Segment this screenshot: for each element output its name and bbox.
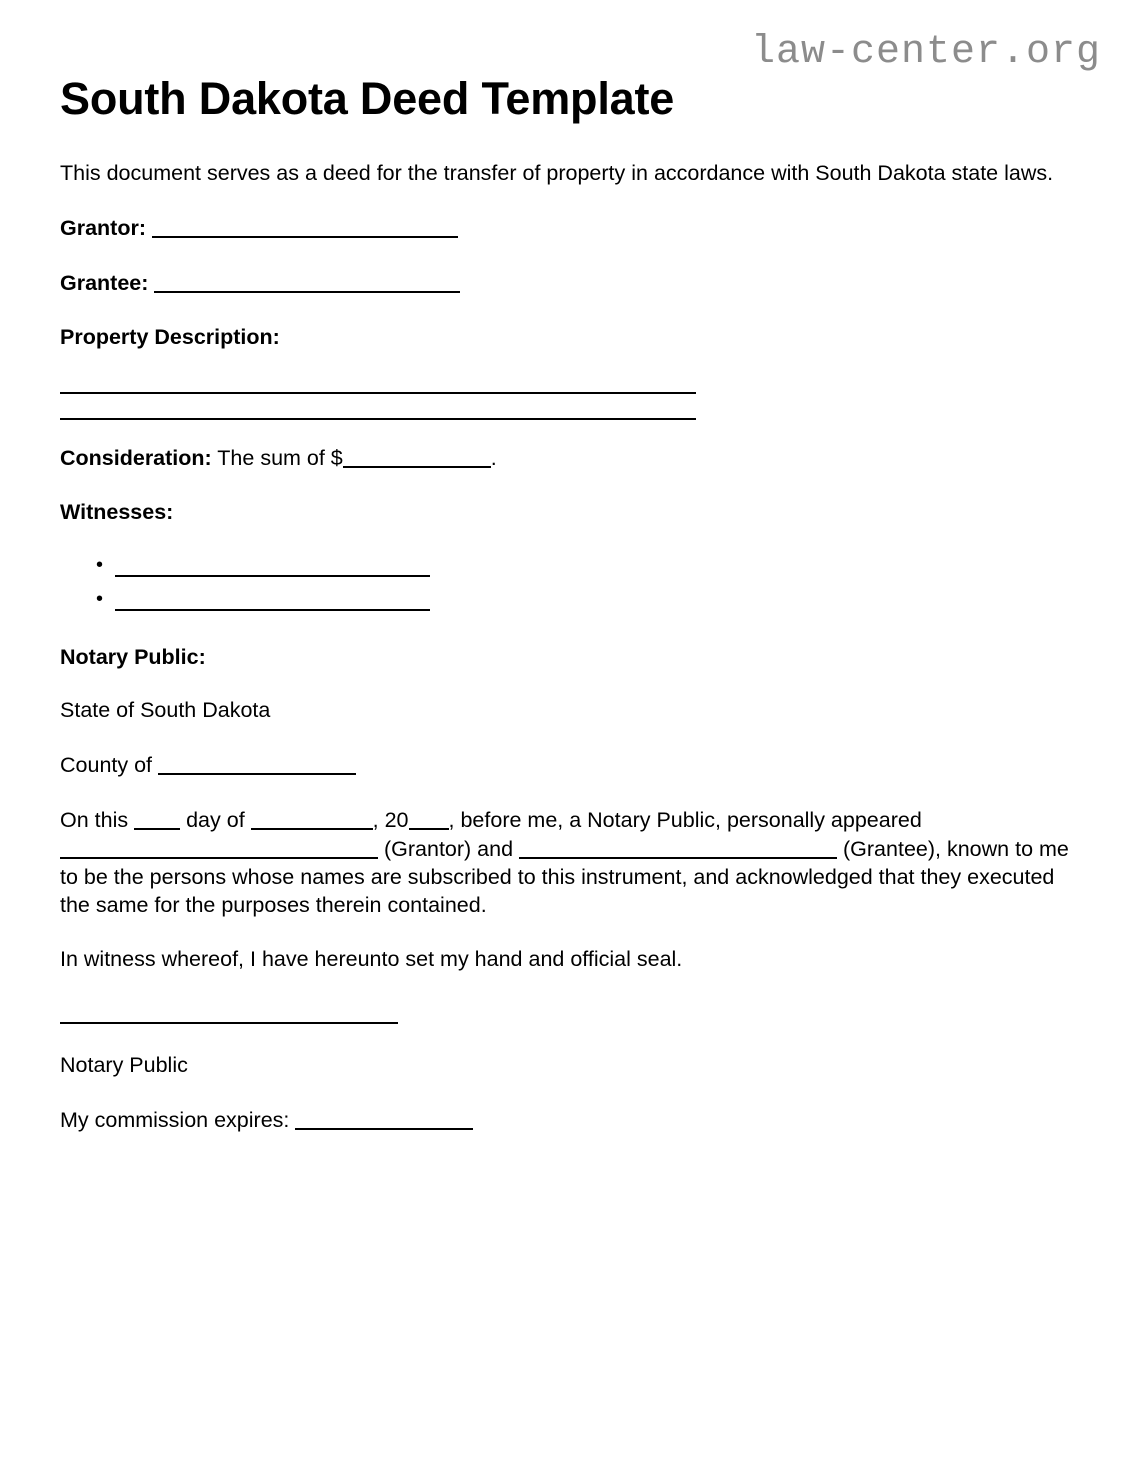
notary-part-3: , 20: [372, 808, 409, 833]
consideration-text-before: The sum of $: [217, 445, 343, 470]
watermark-law-center: law-center.org: [750, 30, 1101, 75]
notary-signature-line[interactable]: [60, 1022, 398, 1024]
property-description-line-2[interactable]: [60, 418, 696, 420]
grantor-field-row: [60, 214, 1070, 243]
notary-year-blank[interactable]: [409, 806, 449, 830]
consideration-row: [60, 444, 1070, 473]
notary-acknowledgment-paragraph: [60, 806, 1070, 920]
witness-1-blank[interactable]: [115, 553, 430, 577]
notary-grantee-name-blank[interactable]: [519, 835, 837, 859]
list-item: [60, 553, 1070, 582]
property-description-label: Property Description:: [60, 325, 280, 350]
witness-2-blank[interactable]: [115, 587, 430, 611]
grantee-label: Grantee:: [60, 271, 149, 296]
notary-public-heading: Notary Public:: [60, 644, 206, 669]
witness-whereof-paragraph: In witness whereof, I have hereunto set my hand and official seal.: [60, 946, 683, 971]
county-input-blank[interactable]: [158, 751, 356, 775]
notary-day-blank[interactable]: [134, 806, 180, 830]
state-line: State of South Dakota: [60, 698, 271, 723]
consideration-amount-blank[interactable]: [343, 444, 491, 468]
county-row: [60, 751, 1070, 780]
notary-month-blank[interactable]: [251, 806, 373, 830]
witness-list: [60, 553, 1070, 616]
notary-part-2: day of: [186, 808, 245, 833]
notary-part-4: , before me, a Notary Public, personally appeared: [448, 808, 922, 833]
notary-signature-label: Notary Public: [60, 1052, 188, 1077]
notary-grantor-name-blank[interactable]: [60, 835, 378, 859]
grantor-label: Grantor:: [60, 216, 146, 241]
county-label: County of: [60, 753, 153, 778]
notary-part-1: On this: [60, 808, 129, 833]
commission-row: [60, 1106, 1070, 1135]
commission-label: My commission expires:: [60, 1107, 290, 1132]
list-item: [60, 587, 1070, 616]
page-title: South Dakota Deed Template: [60, 73, 675, 124]
grantor-input-blank[interactable]: [152, 214, 458, 238]
grantee-field-row: [60, 269, 1070, 298]
commission-expiry-blank[interactable]: [295, 1106, 473, 1130]
intro-paragraph: This document serves as a deed for the transfer of property in accordance with South Dakota state laws.: [60, 161, 1054, 186]
consideration-label: Consideration:: [60, 445, 212, 470]
notary-part-5: (Grantor) and: [383, 837, 514, 862]
document-content: [60, 74, 1070, 1161]
property-description-line-1[interactable]: [60, 392, 696, 394]
consideration-text-after: .: [490, 445, 497, 470]
witnesses-label: Witnesses:: [60, 499, 174, 524]
grantee-input-blank[interactable]: [154, 269, 460, 293]
notary-part-6: (Grantee), known to me to be the persons whose names are subscribed to this instrument, and acknowledged that they executed the same for the purposes therein contained.: [60, 837, 1069, 917]
